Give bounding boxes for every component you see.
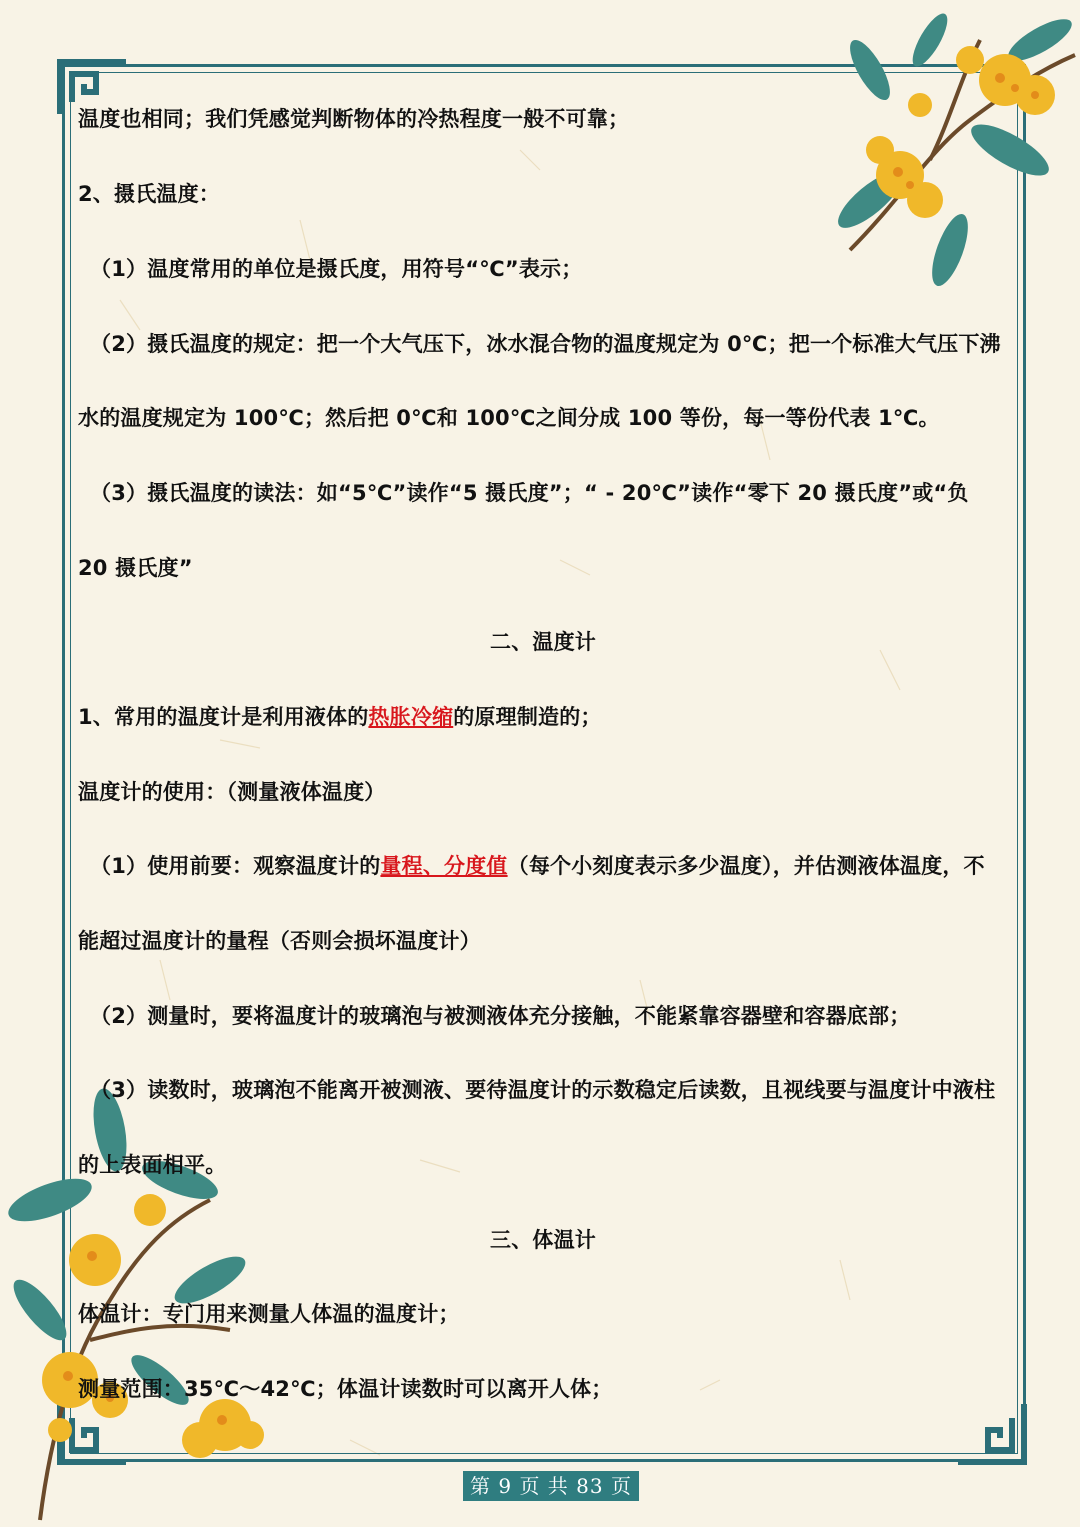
fret-corner-bottom-right-icon	[952, 1400, 1028, 1466]
text-line: 温度也相同；我们凭感觉判断物体的冷热程度一般不可靠；	[78, 107, 630, 131]
text-line: （2）摄氏温度的规定：把一个大气压下，冰水混合物的温度规定为 0℃；把一个标准大气压下沸	[90, 332, 1001, 356]
text-segment: 1、常用的温度计是利用液体的	[78, 705, 369, 729]
section-title-clinical-thermometer: 三、体温计	[490, 1228, 596, 1252]
text-line: （1）温度常用的单位是摄氏度，用符号“℃”表示；	[90, 257, 583, 281]
text-line: 测量范围：35℃～42℃；体温计读数时可以离开人体；	[78, 1377, 613, 1401]
text-segment: （1）使用前要：观察温度计的	[90, 854, 381, 878]
text-line: 体温计：专门用来测量人体温的温度计；	[78, 1302, 460, 1326]
section-title-thermometer: 二、温度计	[490, 630, 596, 654]
text-segment: 的原理制造的；	[453, 705, 602, 729]
page-number-footer: 第 9 页 共 83 页	[463, 1471, 639, 1501]
text-line: 温度计的使用：（测量液体温度）	[78, 780, 386, 804]
highlight-text: 热胀冷缩	[368, 705, 454, 729]
text-line: 20 摄氏度”	[78, 556, 193, 580]
section-heading: 2、摄氏温度：	[78, 182, 221, 206]
text-line: （2）测量时，要将温度计的玻璃泡与被测液体充分接触，不能紧靠容器壁和容器底部；	[90, 1004, 911, 1028]
text-segment: （每个小刻度表示多少温度），并估测液体温度，不	[507, 854, 985, 878]
text-line: （3）读数时，玻璃泡不能离开被测液、要待温度计的示数稳定后读数，且视线要与温度计中液柱	[90, 1078, 996, 1102]
text-line: 能超过温度计的量程（否则会损坏温度计）	[78, 929, 481, 953]
text-line: 的上表面相平。	[78, 1153, 227, 1177]
text-line: （3）摄氏温度的读法：如“5℃”读作“5 摄氏度”；“ - 20℃”读作“零下 20 摄氏度”或“负	[90, 481, 969, 505]
text-line-with-highlight	[78, 697, 1008, 737]
highlight-text: 量程、分度值	[380, 854, 508, 878]
text-line: 水的温度规定为 100℃；然后把 0℃和 100℃之间分成 100 等份，每一等份代表 1℃。	[78, 406, 940, 430]
text-line-with-highlight	[78, 846, 1020, 886]
